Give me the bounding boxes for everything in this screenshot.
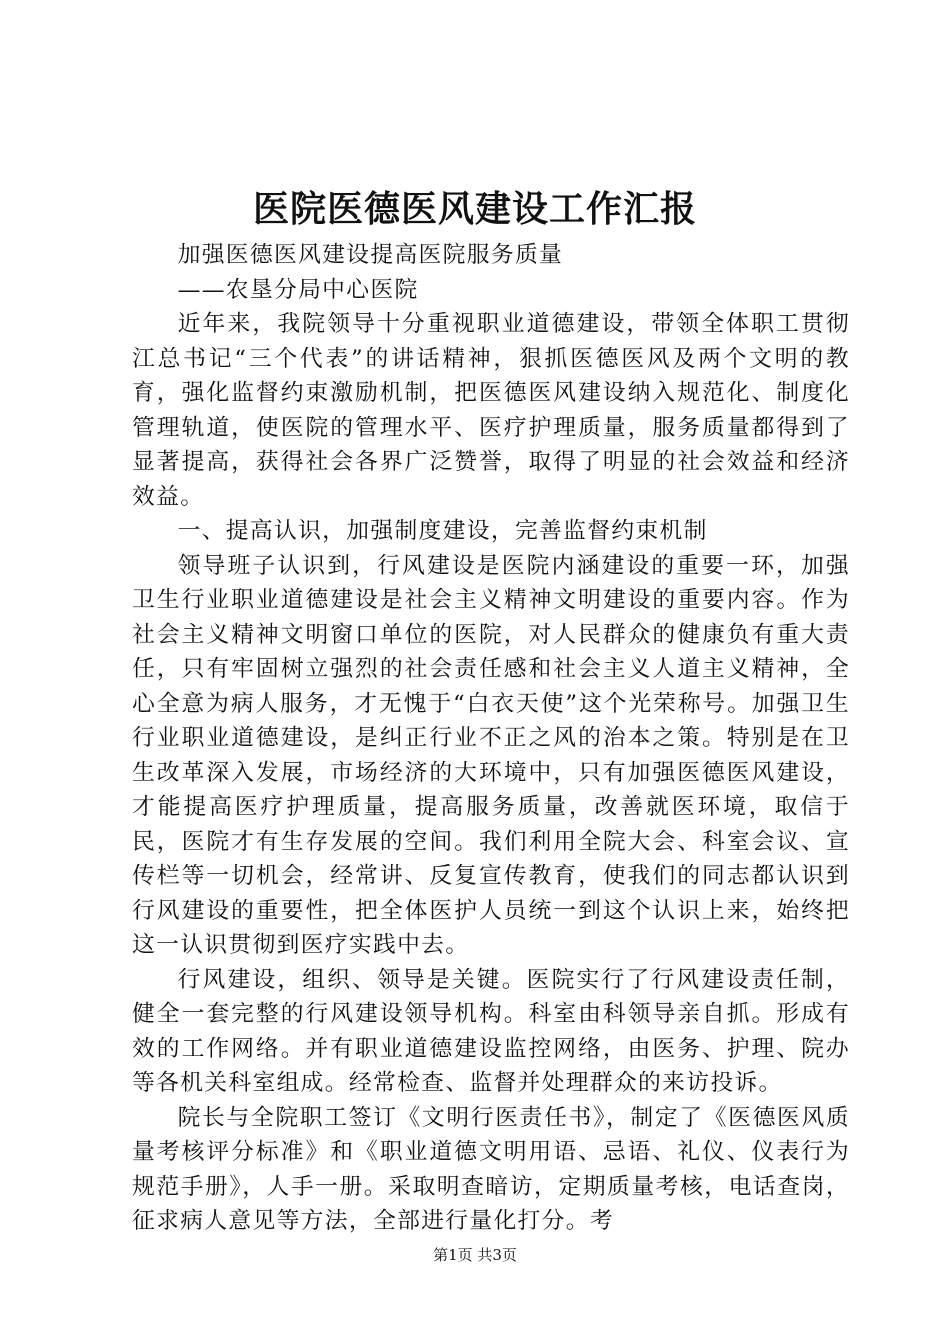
body-paragraph: 领导班子认识到，行风建设是医院内涵建设的重要一环，加强卫生行业职业道德建设是社会主义精神文明建设的重要内容。作为社会主义精神文明窗口单位的医院，对人民群众的健康负有重大责任，只有牢固树立强烈的社会责任感和社会主义人道主义精神，全心全意为病人服务，才无愧于“白衣天使”这个光荣称号。加强卫生行业职业道德建设，是纠正行业不正之风的治本之策。特别是在卫生改革深入发展，市场经济的大环境中，只有加强医德医风建设，才能提高医疗护理质量，提高服务质量，改善就医环境，取信于民，医院才有生存发展的空间。我们利用全院大会、科室会议、宣传栏等一切机会，经常讲、反复宣传教育，使我们的同志都认识到行风建设的重要性，把全体医护人员统一到这个认识上来，始终把这一认识贯彻到医疗实践中去。 bbox=[132, 552, 850, 958]
section-heading: 一、提高认识，加强制度建设，完善监督约束机制 bbox=[177, 518, 708, 544]
subtitle: 加强医德医风建设提高医院服务质量 bbox=[177, 242, 564, 268]
body-paragraph: 院长与全院职工签订《文明行医责任书》，制定了《医德医风质量考核评分标准》和《职业道德文明用语、忌语、礼仪、仪表行为规范手册》，人手一册。采取明查暗访，定期质量考核，电话查岗，征求病人意见等方法，全部进行量化打分。考 bbox=[132, 1104, 850, 1234]
page-number-footer: 第1页 共3页 bbox=[433, 1246, 517, 1264]
author-line: ——农垦分局中心医院 bbox=[177, 276, 419, 303]
body-paragraph: 近年来，我院领导十分重视职业道德建设，带领全体职工贯彻江总书记“三个代表”的讲话精神，狠抓医德医风及两个文明的教育，强化监督约束激励机制，把医德医风建设纳入规范化、制度化管理轨道，使医院的管理水平、医疗护理质量，服务质量都得到了显著提高，获得社会各界广泛赞誉，取得了明显的社会效益和经济效益。 bbox=[132, 311, 850, 510]
body-paragraph: 行风建设，组织、领导是关键。医院实行了行风建设责任制，健全一套完整的行风建设领导机构。科室由科领导亲自抓。形成有效的工作网络。并有职业道德建设监控网络，由医务、护理、院办等各机关科室组成。经常检查、监督并处理群众的来访投诉。 bbox=[132, 966, 850, 1096]
document-title: 医院医德医风建设工作汇报 bbox=[252, 188, 697, 230]
document-body bbox=[132, 238, 850, 1239]
